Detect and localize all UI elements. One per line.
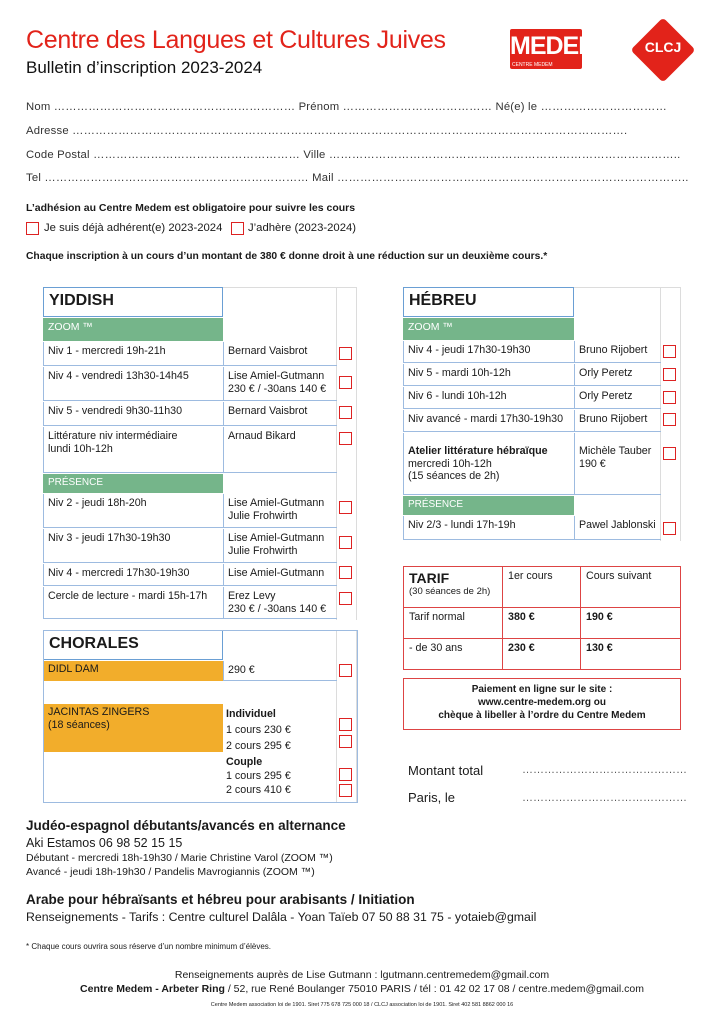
- tarif-row2-label: - de 30 ans: [403, 638, 503, 670]
- didl-dam-label: DIDL DAM: [43, 661, 223, 681]
- couple-2-checkbox[interactable]: [339, 784, 352, 797]
- individuel-1-checkbox[interactable]: [339, 718, 352, 731]
- yiddish-course: Niv 4 - mercredi 17h30-19h30: [43, 564, 223, 586]
- tarif-col2: Cours suivant: [580, 566, 681, 608]
- clcj-logo-text: CLCJ: [644, 39, 682, 55]
- hebreu-presence-checkbox[interactable]: [663, 522, 676, 535]
- yiddish-presence-checkbox[interactable]: [339, 592, 352, 605]
- code-postal-field[interactable]: Code Postal ……………………………………………… Ville ………………………………………………………………………………..: [26, 149, 681, 161]
- adherent-label: Je suis déjà adhérent(e) 2023-2024: [44, 222, 223, 234]
- jacintas-label: JACINTAS ZINGERS (18 séances): [43, 704, 223, 752]
- yiddish-zoom-checkbox[interactable]: [339, 347, 352, 360]
- atelier-prof: Michèle Tauber 190 €: [574, 433, 661, 495]
- hebreu-prof: Pawel Jablonski: [574, 516, 661, 540]
- montant-total-field[interactable]: ………………………………………: [522, 764, 687, 776]
- footer-legal: Centre Medem association loi de 1901. Siret 775 678 725 000 18 / CLCJ association loi de 1901. Siret 402 581 8862 000 16: [210, 1002, 514, 1008]
- yiddish-prof: Bernard Vaisbrot: [223, 402, 337, 426]
- footer-address: Centre Medem - Arbeter Ring / 52, rue René Boulanger 75010 PARIS / tél : 01 42 02 17 08 / centre.medem@gmail.com: [80, 983, 644, 995]
- yiddish-presence-checkbox[interactable]: [339, 536, 352, 549]
- paiement-box: Paiement en ligne sur le site : www.centre-medem.org ou chèque à libeller à l’ordre du Centre Medem: [403, 678, 681, 730]
- yiddish-course: Littérature niv intermédiaire lundi 10h-12h: [43, 427, 223, 473]
- hebreu-zoom-checkbox[interactable]: [663, 345, 676, 358]
- hebreu-prof: Bruno Rijobert: [574, 341, 661, 363]
- tarif-row1-a: 380 €: [502, 607, 581, 639]
- judeo-title: Judéo-espagnol débutants/avancés en alternance: [26, 818, 346, 833]
- tarif-col1: 1er cours: [502, 566, 581, 608]
- couple-1-checkbox[interactable]: [339, 768, 352, 781]
- reduction-note: Chaque inscription à un cours d’un montant de 380 € donne droit à une réduction sur un deuxième cours.*: [26, 251, 548, 262]
- judeo-debutant: Débutant - mercredi 18h-19h30 / Marie Christine Varol (ZOOM ™): [26, 852, 333, 864]
- yiddish-zoom-checkbox[interactable]: [339, 406, 352, 419]
- yiddish-zoom-bar: ZOOM ™: [43, 318, 223, 341]
- chorales-grid-line: [336, 630, 337, 802]
- tarif-row1-b: 190 €: [580, 607, 681, 639]
- yiddish-zoom-checkbox[interactable]: [339, 376, 352, 389]
- tel-field[interactable]: Tel …………………………………………………………… Mail ………………………………………………………………………………..: [26, 172, 689, 184]
- adresse-field[interactable]: Adresse ……………………………………………………………………………………………………………………………….: [26, 125, 628, 137]
- judeo-contact: Aki Estamos 06 98 52 15 15: [26, 836, 183, 850]
- yiddish-presence-bar: PRÉSENCE: [43, 474, 223, 493]
- hebreu-header: HÉBREU: [403, 287, 574, 317]
- yiddish-course: Niv 2 - jeudi 18h-20h: [43, 494, 223, 528]
- jacintas-couple: Couple 1 cours 295 € 2 cours 410 €: [226, 756, 291, 796]
- adherent-checkbox[interactable]: [26, 222, 39, 235]
- page-subtitle: Bulletin d’inscription 2023-2024: [26, 58, 263, 77]
- montant-total-label: Montant total: [408, 763, 484, 778]
- yiddish-prof: Lise Amiel-Gutmann Julie Frohwirth: [223, 529, 337, 563]
- individuel-2-checkbox[interactable]: [339, 735, 352, 748]
- date-field[interactable]: ………………………………………: [522, 792, 687, 804]
- didl-dam-checkbox[interactable]: [339, 664, 352, 677]
- yiddish-prof: Lise Amiel-Gutmann 230 € / -30ans 140 €: [223, 367, 337, 401]
- yiddish-prof: Arnaud Bikard: [223, 427, 337, 473]
- yiddish-course: Niv 1 - mercredi 19h-21h: [43, 342, 223, 366]
- yiddish-prof: Lise Amiel-Gutmann: [223, 564, 337, 586]
- page-title: Centre des Langues et Cultures Juives: [26, 26, 446, 54]
- hebreu-course: Niv 2/3 - lundi 17h-19h: [403, 516, 574, 540]
- medem-logo: MEDEM CENTRE MEDEM: [510, 29, 582, 69]
- atelier-checkbox[interactable]: [663, 447, 676, 460]
- adhesion-title: L’adhésion au Centre Medem est obligatoire pour suivre les cours: [26, 202, 356, 214]
- yiddish-course: Niv 3 - jeudi 17h30-19h30: [43, 529, 223, 563]
- hebreu-course: Niv 4 - jeudi 17h30-19h30: [403, 341, 574, 363]
- footer-contact: Renseignements auprès de Lise Gutmann : lgutmann.centremedem@gmail.com: [174, 969, 550, 981]
- hebreu-zoom-checkbox[interactable]: [663, 391, 676, 404]
- tarif-row2-a: 230 €: [502, 638, 581, 670]
- tarif-row2-b: 130 €: [580, 638, 681, 670]
- yiddish-header: YIDDISH: [43, 287, 223, 317]
- hebreu-presence-bar: PRÉSENCE: [403, 496, 574, 515]
- chorales-header: CHORALES: [43, 630, 223, 660]
- nom-field[interactable]: Nom ……………………………………………………… Prénom ………………………………… Né(e) le ……………………………: [26, 101, 668, 113]
- hebreu-prof: Orly Peretz: [574, 364, 661, 386]
- atelier-course: Atelier littérature hébraïque mercredi 10h-12h (15 séances de 2h): [403, 433, 574, 495]
- tarif-row1-label: Tarif normal: [403, 607, 503, 639]
- yiddish-course: Cercle de lecture - mardi 15h-17h: [43, 587, 223, 619]
- didl-dam-price: 290 €: [223, 661, 337, 681]
- judeo-avance: Avancé - jeudi 18h-19h30 / Pandelis Mavrogiannis (ZOOM ™): [26, 866, 315, 878]
- yiddish-presence-checkbox[interactable]: [339, 501, 352, 514]
- yiddish-prof: Bernard Vaisbrot: [223, 342, 337, 366]
- hebreu-zoom-bar: ZOOM ™: [403, 318, 574, 340]
- paris-le-label: Paris, le: [408, 790, 455, 805]
- yiddish-presence-checkbox[interactable]: [339, 566, 352, 579]
- hebreu-course: Niv 6 - lundi 10h-12h: [403, 387, 574, 409]
- arabe-info: Renseignements - Tarifs : Centre culturel Dalâla - Yoan Taïeb 07 50 88 31 75 - yotaieb@gmail: [26, 910, 537, 924]
- hebreu-course: Niv 5 - mardi 10h-12h: [403, 364, 574, 386]
- hebreu-course: Niv avancé - mardi 17h30-19h30: [403, 410, 574, 432]
- tarif-header: TARIF (30 séances de 2h): [403, 566, 503, 608]
- yiddish-zoom-checkbox[interactable]: [339, 432, 352, 445]
- hebreu-prof: Bruno Rijobert: [574, 410, 661, 432]
- adhere-checkbox[interactable]: [231, 222, 244, 235]
- adhere-label: J’adhère (2023-2024): [248, 222, 357, 234]
- yiddish-prof: Erez Levy 230 € / -30ans 140 €: [223, 587, 337, 619]
- yiddish-prof: Lise Amiel-Gutmann Julie Frohwirth: [223, 494, 337, 528]
- arabe-title: Arabe pour hébraïsants et hébreu pour arabisants / Initiation: [26, 892, 415, 907]
- hebreu-zoom-checkbox[interactable]: [663, 368, 676, 381]
- jacintas-individuel: Individuel 1 cours 230 € 2 cours 295 €: [226, 708, 291, 752]
- hebreu-prof: Orly Peretz: [574, 387, 661, 409]
- hebreu-zoom-checkbox[interactable]: [663, 413, 676, 426]
- footnote: * Chaque cours ouvrira sous réserve d’un nombre minimum d’élèves.: [26, 942, 271, 951]
- yiddish-course: Niv 4 - vendredi 13h30-14h45: [43, 367, 223, 401]
- yiddish-course: Niv 5 - vendredi 9h30-11h30: [43, 402, 223, 426]
